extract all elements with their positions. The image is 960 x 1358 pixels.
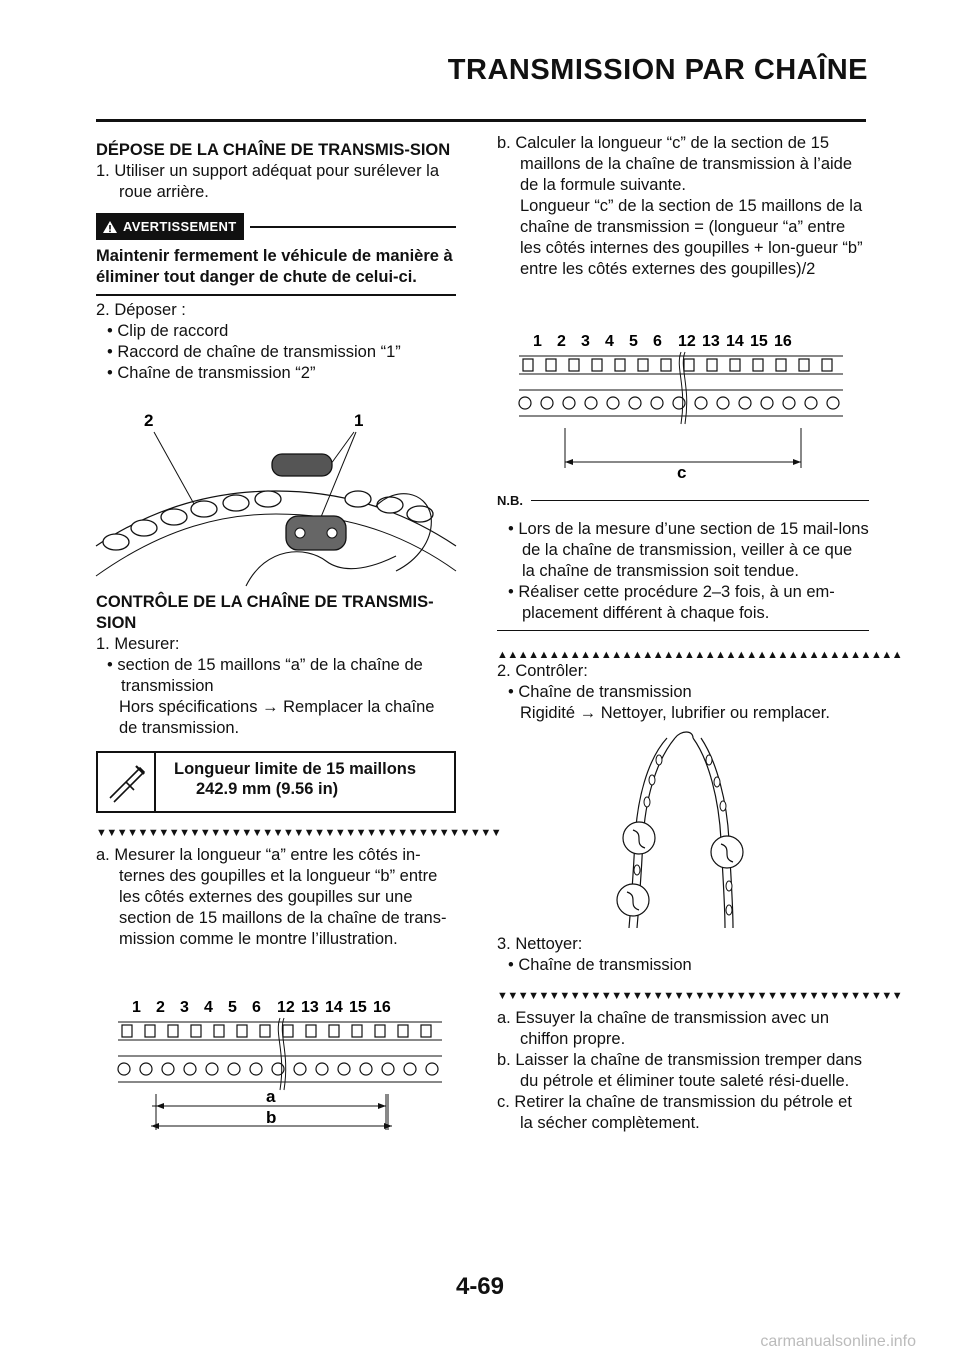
warning-text: Maintenir fermement le véhicule de manière à éliminer tout danger de chute de celui-ci. [96, 246, 456, 296]
step-2-check: 2. Contrôler: [497, 662, 588, 680]
left-column [96, 140, 502, 1144]
chain-roller [140, 1063, 152, 1075]
chain-plate [421, 1025, 431, 1037]
caliper-icon [98, 753, 156, 811]
nb-header [497, 490, 869, 511]
header-rule [96, 119, 866, 122]
chain-roller [585, 397, 597, 409]
chain-plate [237, 1025, 247, 1037]
chain-roller [426, 1063, 438, 1075]
chain-plate [306, 1025, 316, 1037]
chain-roller [519, 397, 531, 409]
section-title-check: CONTRÔLE DE LA CHAÎNE DE TRANSMIS-SION [96, 593, 434, 632]
link-number: 6 [653, 333, 662, 350]
chain-plate [730, 359, 740, 371]
measure-item: • section de 15 maillons “a” de la chaîne de transmission [107, 656, 423, 695]
chain-roller [717, 397, 729, 409]
down-triangle-divider-2: ▼▼▼▼▼▼▼▼▼▼▼▼▼▼▼▼▼▼▼▼▼▼▼▼▼▼▼▼▼▼▼▼▼▼▼▼▼▼▼ [497, 990, 903, 1002]
link-number: 5 [228, 999, 237, 1016]
link-number: 13 [702, 333, 720, 350]
chain-plate [569, 359, 579, 371]
chain-plate [214, 1025, 224, 1037]
chain-roller [228, 1063, 240, 1075]
chain-plate [122, 1025, 132, 1037]
chain-roller [360, 1063, 372, 1075]
link-number: 13 [301, 999, 319, 1016]
warning-block [96, 213, 456, 296]
chain-plate [799, 359, 809, 371]
nb-rule [531, 500, 869, 501]
fig1-label-2: 2 [144, 411, 154, 430]
link-number: 14 [726, 333, 744, 350]
chain-roller [250, 1063, 262, 1075]
chain-roller [761, 397, 773, 409]
list-item: • Clip de raccord [107, 322, 229, 340]
chain-roller [651, 397, 663, 409]
sub-step-a: a. Mesurer la longueur “a” entre les côtés in-ternes des goupilles et la longueur “b” entre les côtés externes des goupilles sur une section de 15 maillons de la chaîne de trans-mission comme le montre l’illustration. [96, 846, 447, 948]
chain-plate [638, 359, 648, 371]
link-number: 3 [581, 333, 590, 350]
chain-roller [563, 397, 575, 409]
chain-plate [352, 1025, 362, 1037]
footer-watermark: carmanualsonline.info [760, 1333, 916, 1350]
chain-roller [338, 1063, 350, 1075]
chain-roller [294, 1063, 306, 1075]
fig2-label-b: b [266, 1108, 277, 1127]
sub-step-b: b. Calculer la longueur “c” de la section de 15 maillons de la chaîne de transmission à l’aide de la formule suivante. [497, 134, 853, 194]
link-number: 5 [629, 333, 638, 350]
chain-roller [695, 397, 707, 409]
link-number: 12 [277, 999, 295, 1016]
out-of-spec-note: Hors spécifications → Remplacer la chaîne de transmission. [119, 698, 435, 737]
step-2-remove: 2. Déposer : [96, 301, 186, 319]
step-3-clean: 3. Nettoyer: [497, 935, 583, 953]
warning-badge [96, 213, 244, 240]
chain-plate [822, 359, 832, 371]
fig1-label-1: 1 [354, 411, 364, 430]
warning-rule [250, 226, 456, 228]
chain-roller [739, 397, 751, 409]
chain-roller [162, 1063, 174, 1075]
page-number: 4-69 [455, 1273, 505, 1300]
chain-plate [191, 1025, 201, 1037]
right-column [497, 133, 903, 1134]
chain-roller [206, 1063, 218, 1075]
chain-plate [546, 359, 556, 371]
link-number: 16 [373, 999, 391, 1016]
nb-item: • Lors de la mesure d’une section de 15 mail-lons de la chaîne de transmission, veiller à ce que la chaîne de transmission soit tendue. [508, 520, 869, 580]
link-number: 4 [204, 999, 213, 1016]
spec-title: Longueur limite de 15 maillons [174, 760, 417, 778]
chain-roller [541, 397, 553, 409]
spec-value: 242.9 mm (9.56 in) [196, 780, 339, 798]
section-title-removal: DÉPOSE DE LA CHAÎNE DE TRANSMIS-SION [96, 141, 451, 159]
list-item: • Chaîne de transmission “2” [107, 364, 316, 382]
check-item: • Chaîne de transmission [508, 683, 692, 701]
chain-plate [168, 1025, 178, 1037]
chain-plate [776, 359, 786, 371]
link-number: 14 [325, 999, 343, 1016]
spec-box [96, 751, 456, 813]
check-result: Rigidité → Nettoyer, lubrifier ou remplacer. [520, 704, 830, 722]
link-number: 1 [533, 333, 542, 350]
chain-plate [684, 359, 694, 371]
link-number: 12 [678, 333, 696, 350]
clean-step-a: a. Essuyer la chaîne de transmission avec un chiffon propre. [497, 1009, 830, 1048]
nb-label: N.B. [497, 493, 523, 508]
chain-roller [382, 1063, 394, 1075]
chain-plate [329, 1025, 339, 1037]
chain-roller [805, 397, 817, 409]
chain-plate [592, 359, 602, 371]
link-number: 15 [349, 999, 367, 1016]
link-number: 6 [252, 999, 261, 1016]
chain-plate [375, 1025, 385, 1037]
step-1-lift: 1. Utiliser un support adéquat pour surélever la roue arrière. [96, 162, 440, 201]
page-header-title: TRANSMISSION PAR CHAÎNE [447, 54, 868, 86]
chain-plate [615, 359, 625, 371]
chain-roller [118, 1063, 130, 1075]
chain-plate [523, 359, 533, 371]
chain-roller [607, 397, 619, 409]
link-number: 4 [605, 333, 614, 350]
up-triangle-divider: ▲▲▲▲▲▲▲▲▲▲▲▲▲▲▲▲▲▲▲▲▲▲▲▲▲▲▲▲▲▲▲▲▲▲▲▲▲▲▲ [497, 649, 903, 661]
chain-plate [707, 359, 717, 371]
clean-step-c: c. Retirer la chaîne de transmission du pétrole et la sécher complètement. [497, 1093, 852, 1132]
nb-item: • Réaliser cette procédure 2–3 fois, à un em-placement différent à chaque fois. [508, 583, 835, 622]
chain-plate [260, 1025, 270, 1037]
fig2-label-a: a [266, 1087, 276, 1106]
link-number: 2 [557, 333, 566, 350]
chain-roller [827, 397, 839, 409]
step-1-measure: 1. Mesurer: [96, 635, 180, 653]
chain-plate [398, 1025, 408, 1037]
link-number: 15 [750, 333, 768, 350]
chain-roller [184, 1063, 196, 1075]
chain-roller [783, 397, 795, 409]
chain-plate [283, 1025, 293, 1037]
chain-plate [661, 359, 671, 371]
link-number: 3 [180, 999, 189, 1016]
warning-triangle-icon [102, 220, 118, 234]
formula-text: Longueur “c” de la section de 15 maillons de la chaîne de transmission = (longueur “a” entre les côtés internes des goupilles + lon-gueur “b” entre les côtés externes des goupilles)/2 [520, 197, 863, 278]
nb-bottom-rule [497, 630, 869, 631]
chain-roller [404, 1063, 416, 1075]
chain-roller [316, 1063, 328, 1075]
chain-plate [753, 359, 763, 371]
chain-roller [629, 397, 641, 409]
fig3-label-c: c [677, 463, 687, 482]
chain-stiffness-illustration [497, 730, 869, 930]
link-number: 1 [132, 999, 141, 1016]
chain-plate [145, 1025, 155, 1037]
link-number: 2 [156, 999, 165, 1016]
chain-joint-illustration [96, 396, 456, 586]
chain-length-c-diagram [497, 328, 857, 482]
warning-label: AVERTISSEMENT [123, 219, 237, 234]
list-item: • Raccord de chaîne de transmission “1” [107, 343, 401, 361]
down-triangle-divider: ▼▼▼▼▼▼▼▼▼▼▼▼▼▼▼▼▼▼▼▼▼▼▼▼▼▼▼▼▼▼▼▼▼▼▼▼▼▼▼ [96, 827, 502, 839]
link-number: 16 [774, 333, 792, 350]
chain-length-ab-diagram [96, 994, 456, 1144]
clean-item: • Chaîne de transmission [508, 956, 692, 974]
clean-step-b: b. Laisser la chaîne de transmission tremper dans du pétrole et éliminer toute saleté rési-duelle. [497, 1051, 863, 1090]
